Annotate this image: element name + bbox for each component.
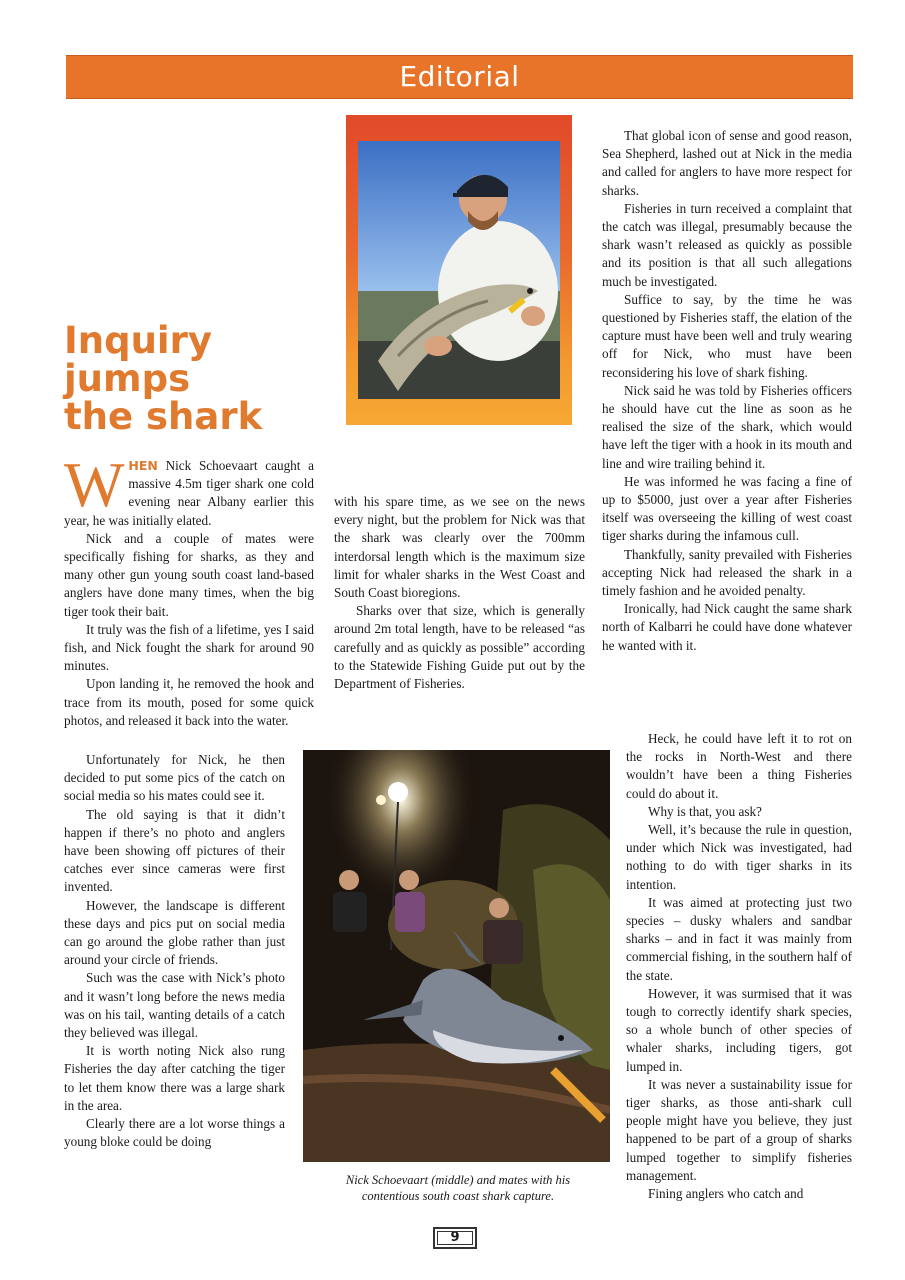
paragraph: However, the landscape is different these days and pics put on social media can go around the globe rather than just around your circle of friends. xyxy=(64,897,285,968)
angler-photo-image xyxy=(358,141,560,399)
paragraph: Thankfully, sanity prevailed with Fisheries accepting Nick had released the shark in a timely fashion and he avoided penalty. xyxy=(602,546,852,599)
paragraph: The old saying is that it didn’t happen if there’s no photo and anglers have been showing off pictures of their catches ever since cameras were first invented. xyxy=(64,806,285,895)
paragraph: However, it was surmised that it was tough to correctly identify shark species, so a whole bunch of other species of whaler sharks, including tigers, got lumped in. xyxy=(626,985,852,1074)
column-1-lower xyxy=(64,751,285,1151)
paragraph: Sharks over that size, which is generally around 2m total length, have to be released “as carefully and as quickly as possible” according to the Statewide Fishing Guide put out by the Department of Fisheries. xyxy=(334,603,585,692)
paragraph: Suffice to say, by the time he was questioned by Fisheries staff, the elation of the capture must have been well and truly wearing off for Nick, who must have been reconsidering his love of shark fishing. xyxy=(602,291,852,380)
paragraph: Nick said he was told by Fisheries officers he should have cut the line as soon as he realised the size of the shark, which would have left the tiger with a hook in its mouth and line and wire trailing behind it. xyxy=(602,382,852,471)
angler-photo xyxy=(346,115,572,425)
paragraph: It was aimed at protecting just two species – dusky whalers and sandbar sharks – and in fact it was mainly from commercial fishing, in the southern half of the state. xyxy=(626,894,852,983)
page-number: 9 xyxy=(433,1227,477,1249)
headline-line-2: jumps xyxy=(64,357,191,400)
lead-paragraph xyxy=(64,449,315,530)
paragraph: Clearly there are a lot worse things a young bloke could be doing xyxy=(64,1116,285,1150)
paragraph: Fining anglers who catch and xyxy=(648,1186,804,1202)
run-in-text: HEN xyxy=(128,458,158,473)
paragraph: Well, it’s because the rule in question, under which Nick was investigated, had nothing to do with tiger sharks in its intention. xyxy=(626,822,852,892)
paragraph: Upon landing it, he removed the hook and trace from its mouth, posed for some quick photos, and released it back into the water. xyxy=(64,676,314,728)
column-3-lower xyxy=(626,730,852,1203)
headline xyxy=(64,319,314,438)
paragraph: Nick and a couple of mates were specifically fishing for sharks, as they and many other gun young south coast land-based anglers have done many times, when the big tiger took their bait. xyxy=(64,530,314,619)
photo-caption: Nick Schoevaart (middle) and mates with his contentious south coast shark capture. xyxy=(345,1173,571,1203)
column-2 xyxy=(334,493,585,693)
drop-cap: W xyxy=(64,449,125,520)
paragraph: Ironically, had Nick caught the same shark north of Kalbarri he could have done whatever he wanted with it. xyxy=(602,601,852,653)
headline-line-3: the shark xyxy=(64,395,263,438)
paragraph: Why is that, you ask? xyxy=(648,803,762,819)
headline-line-1: Inquiry xyxy=(64,319,212,362)
paragraph: It was never a sustainability issue for tiger sharks, as those anti-shark cull people might have you believe, they just happened to be part of a group of sharks lumped together to simplify fisheries management. xyxy=(626,1076,852,1183)
paragraph: That global icon of sense and good reason, Sea Shepherd, lashed out at Nick in the media and called for anglers to have more respect for sharks. xyxy=(602,128,852,198)
column-3 xyxy=(602,127,852,655)
paragraph: Such was the case with Nick’s photo and it wasn’t long before the news media was on his tail, wanting details of a catch they believed was illegal. xyxy=(64,970,285,1041)
paragraph: Nick Schoevaart caught a massive 4.5m tiger shark one cold evening near Albany earlier this year, he was initially elated. xyxy=(64,458,315,528)
shark-capture-image xyxy=(303,750,610,1162)
paragraph: Unfortunately for Nick, he then decided to put some pics of the catch on social media so his mates could see it. xyxy=(64,752,285,804)
paragraph: He was informed he was facing a fine of up to $5000, just over a year after Fisheries itself was overseeing the killing of west coast tiger sharks during the infamous cull. xyxy=(602,473,852,544)
shark-capture-photo xyxy=(303,750,610,1162)
section-title: Editorial xyxy=(399,60,520,93)
paragraph: It is worth noting Nick also rung Fisheries the day after catching the tiger to let them know there was a large shark in the area. xyxy=(64,1043,285,1113)
paragraph: with his spare time, as we see on the news every night, but the problem for Nick was that the shark was clearly over the 700mm interdorsal length which is the maximum size limit for whaler sharks in the West Coast and South Coast bioregions. xyxy=(334,494,585,601)
section-banner xyxy=(66,55,853,99)
paragraph: Fisheries in turn received a complaint that the catch was illegal, presumably because the shark wasn’t released as quickly as possible and its position is that all such allegations much be investigated. xyxy=(602,200,852,289)
paragraph: Heck, he could have left it to rot on the rocks in North-West and there wouldn’t have been a thing Fisheries could do about it. xyxy=(626,731,852,801)
column-1 xyxy=(64,449,315,730)
paragraph: It truly was the fish of a lifetime, yes I said fish, and Nick fought the shark for around 90 minutes. xyxy=(64,621,314,674)
